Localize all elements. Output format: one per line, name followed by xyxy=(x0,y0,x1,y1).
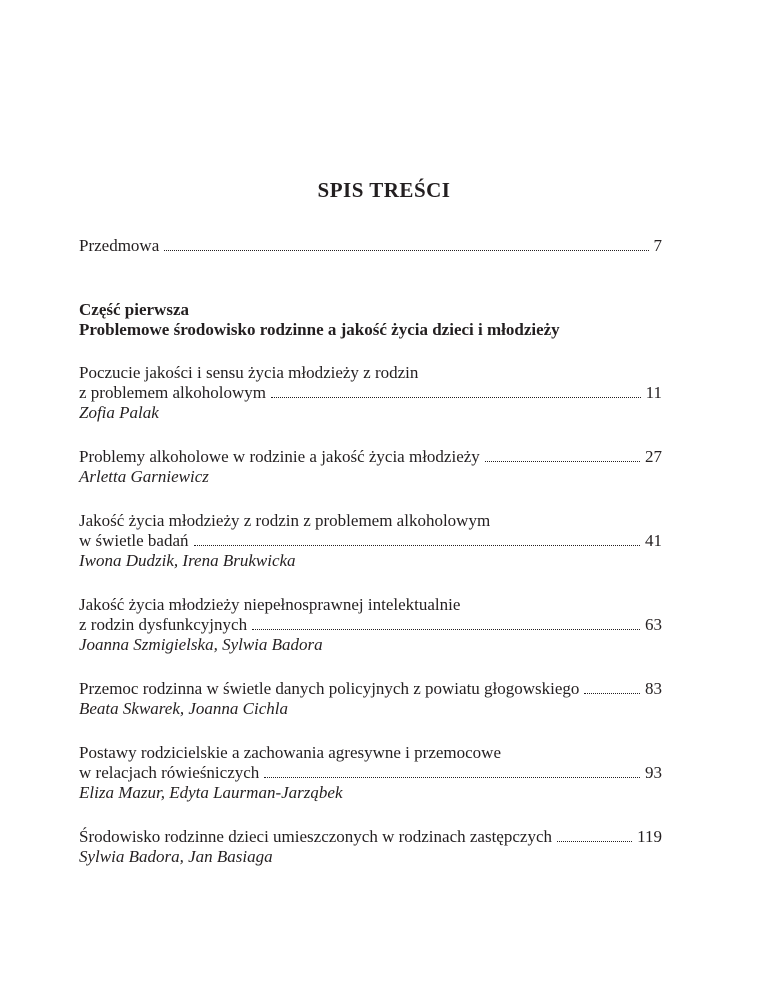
entry-title-line: w świetle badań xyxy=(79,531,189,550)
part-heading xyxy=(79,300,662,340)
toc-entry[interactable] xyxy=(79,827,662,867)
entry-title-line: Poczucie jakości i sensu życia młodzieży z rodzin xyxy=(79,363,419,382)
entry-title-line: z problemem alkoholowym xyxy=(79,383,266,402)
entry-page: 93 xyxy=(645,763,662,782)
entry-title-line: Problemy alkoholowe w rodzinie a jakość życia młodzieży xyxy=(79,447,480,466)
entry-authors: Sylwia Badora, Jan Basiaga xyxy=(79,847,273,866)
entry-authors: Eliza Mazur, Edyta Laurman-Jarząbek xyxy=(79,783,343,802)
entry-page: 83 xyxy=(645,679,662,698)
entry-authors: Arletta Garniewicz xyxy=(79,467,209,486)
dot-leader xyxy=(557,840,632,842)
table-of-contents xyxy=(79,236,662,867)
entry-title-line: z rodzin dysfunkcyjnych xyxy=(79,615,248,634)
entry-page: 41 xyxy=(645,531,662,550)
entry-title-line: Jakość życia młodzieży z rodzin z problemem alkoholowym xyxy=(79,511,491,530)
dot-leader xyxy=(584,692,640,694)
toc-entry[interactable] xyxy=(79,743,662,803)
entry-authors: Iwona Dudzik, Irena Brukwicka xyxy=(79,551,296,570)
toc-entry[interactable] xyxy=(79,595,662,655)
entry-authors: Beata Skwarek, Joanna Cichla xyxy=(79,699,288,718)
dot-leader xyxy=(194,544,640,546)
entry-title-line: Przemoc rodzinna w świetle danych policyjnych z powiatu głogowskiego xyxy=(79,679,580,698)
page-title: SPIS TREŚCI xyxy=(317,178,451,202)
toc-preface[interactable] xyxy=(79,236,662,256)
dot-leader xyxy=(164,249,648,251)
entry-title-line: Jakość życia młodzieży niepełnosprawnej intelektualnie xyxy=(79,595,461,614)
entry-authors: Zofia Palak xyxy=(79,403,159,422)
toc-entry[interactable] xyxy=(79,511,662,571)
preface-page: 7 xyxy=(653,236,662,255)
dot-leader xyxy=(264,776,640,778)
dot-leader xyxy=(252,628,640,630)
entry-title-line: Postawy rodzicielskie a zachowania agresywne i przemocowe xyxy=(79,743,501,762)
entry-page: 11 xyxy=(645,383,662,402)
entry-page: 27 xyxy=(645,447,662,466)
entry-title-line: Środowisko rodzinne dzieci umieszczonych w rodzinach zastępczych xyxy=(79,827,552,846)
dot-leader xyxy=(485,460,640,462)
entry-page: 119 xyxy=(637,827,662,846)
dot-leader xyxy=(271,396,641,398)
toc-entry[interactable] xyxy=(79,679,662,719)
part-subtitle: Problemowe środowisko rodzinne a jakość życia dzieci i młodzieży xyxy=(79,320,560,339)
part-name: Część pierwsza xyxy=(79,300,189,319)
toc-entry[interactable] xyxy=(79,447,662,487)
toc-entry[interactable] xyxy=(79,363,662,423)
entry-authors: Joanna Szmigielska, Sylwia Badora xyxy=(79,635,323,654)
entry-page: 63 xyxy=(645,615,662,634)
preface-label: Przedmowa xyxy=(79,236,160,255)
entry-title-line: w relacjach rówieśniczych xyxy=(79,763,260,782)
